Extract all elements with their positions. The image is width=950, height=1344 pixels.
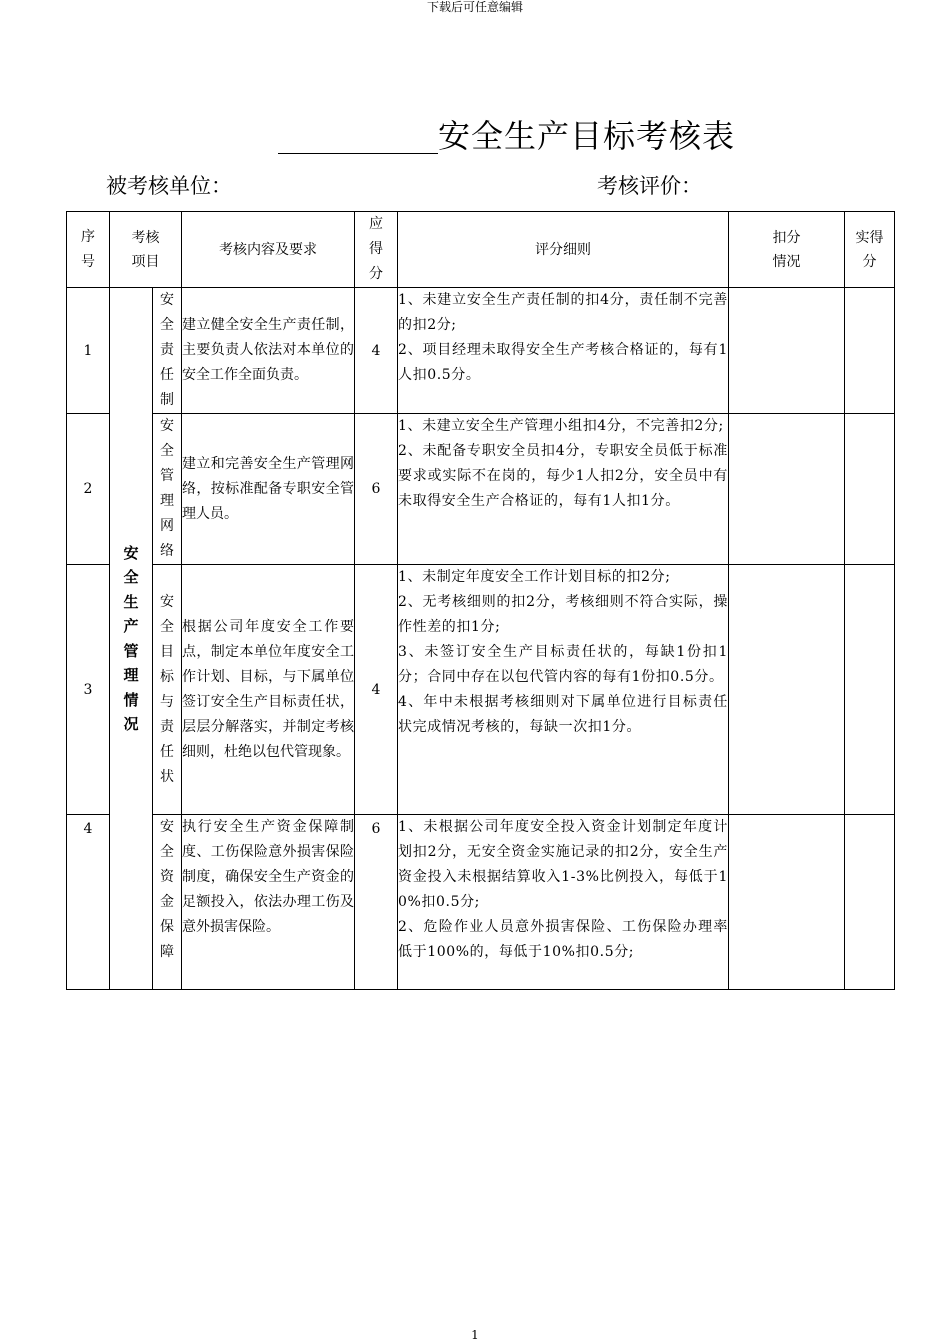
header-actual-cell [845,212,895,288]
row-content: 建立健全安全生产责任制，主要负责人依法对本单位的安全工作全面负责。 [182,288,355,414]
row-seq: 4 [67,815,110,990]
rule-line: 2、危险作业人员意外损害保险、工伤保险办理率低于100%的，每低于10%扣0.5分; [398,919,728,960]
assessment-table [66,211,895,990]
rule-line: 3、未签订安全生产目标责任状的，每缺1份扣1分；合同中存在以包代管内容的每有1份扣0.5分。 [398,644,728,685]
header-seq: 序号 [81,228,95,270]
rule-line: 1、未建立安全生产管理小组扣4分，不完善扣2分; [398,418,724,434]
assessed-unit-label: 被考核单位： [106,174,232,198]
row-actual[interactable] [845,565,895,815]
table-row [67,815,895,990]
row-rules [398,288,729,414]
table-row [67,288,895,414]
row-score: 4 [355,565,398,815]
row-rules [398,565,729,815]
row-rules [398,414,729,565]
rule-line: 1、未建立安全生产责任制的扣4分，责任制不完善的扣2分; [398,292,728,333]
table-row [67,565,895,815]
table-row [67,414,895,565]
rule-line: 2、项目经理未取得安全生产考核合格证的，每有1人扣0.5分。 [398,342,728,383]
header-actual: 实得分 [855,229,884,270]
header-deduction: 扣分情况 [772,229,801,270]
row-item: 安全责任制 [160,292,174,408]
rule-line: 2、无考核细则的扣2分，考核细则不符合实际，操作性差的扣1分; [398,594,728,635]
row-item: 安全管理网络 [160,418,174,559]
row-content: 建立和完善安全生产管理网络，按标准配备专职安全管理人员。 [182,414,355,565]
item-cell [153,288,182,414]
header-rules: 评分细则 [398,212,729,288]
title-row [278,114,735,158]
row-item: 安全目标与责任状 [160,593,174,785]
row-content: 根据公司年度安全工作要点，制定本单位年度安全工作计划、目标，与下属单位签订安全生产目标责任状，层层分解落实，并制定考核细则，杜绝以包代管现象。 [182,565,355,815]
row-seq: 3 [67,565,110,815]
header-seq-cell [67,212,110,288]
row-item: 安全资金保障 [160,819,174,960]
item-cell [153,565,182,815]
category-label: 安全生产管理情况 [123,543,139,733]
header-note: 下载后可任意编辑 [426,0,523,14]
item-cell [153,815,182,990]
rule-line: 4、年中未根据考核细则对下属单位进行目标责任状完成情况考核的，每缺一次扣1分。 [398,694,728,735]
page-title: 安全生产目标考核表 [438,117,736,155]
row-actual[interactable] [845,288,895,414]
header-item: 考核项目 [131,229,160,270]
row-score: 6 [355,815,398,990]
header-content: 考核内容及要求 [182,212,355,288]
header-score: 应得分 [369,216,383,282]
item-cell [153,414,182,565]
row-score: 6 [355,414,398,565]
row-rules [398,815,729,990]
row-actual[interactable] [845,815,895,990]
row-seq: 1 [67,288,110,414]
row-actual[interactable] [845,414,895,565]
header-score-cell [355,212,398,288]
rule-line: 1、未制定年度安全工作计划目标的扣2分; [398,569,671,585]
row-seq: 2 [67,414,110,565]
evaluation-label: 考核评价： [597,174,702,198]
row-score: 4 [355,288,398,414]
row-content: 执行安全生产资金保障制度、工伤保险意外损害保险制度，确保安全生产资金的足额投入，依法办理工伤及意外损害保险。 [182,815,355,990]
header-row [67,212,895,288]
category-cell [110,288,153,990]
row-deduction[interactable] [729,815,845,990]
row-deduction[interactable] [729,565,845,815]
title-blank-line [278,113,438,154]
rule-line: 2、未配备专职安全员扣4分，专职安全员低于标准要求或实际不在岗的，每少1人扣2分，安全员中有未取得安全生产合格证的，每有1人扣1分。 [398,443,728,509]
row-deduction[interactable] [729,288,845,414]
rule-line: 1、未根据公司年度安全投入资金计划制定年度计划扣2分，无安全资金实施记录的扣2分，安全生产资金投入未根据结算收入1-3%比例投入，每低于10%扣0.5分; [398,819,728,910]
page-number: 1 [471,1328,479,1342]
row-deduction[interactable] [729,414,845,565]
header-item-cell [110,212,182,288]
header-deduction-cell [729,212,845,288]
